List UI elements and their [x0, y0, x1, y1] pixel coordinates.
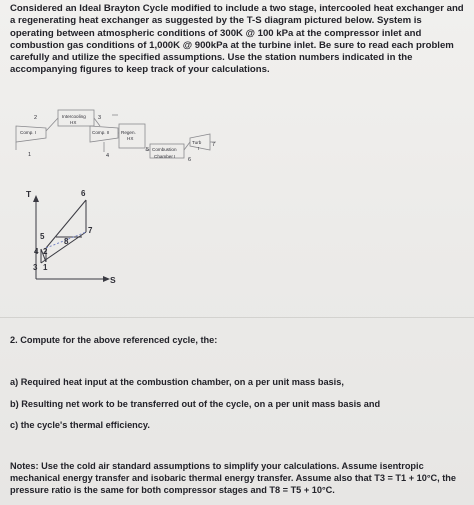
station-5-label: 5	[146, 147, 150, 153]
point-7-label: 7	[88, 226, 93, 235]
station-4-label: 4	[106, 153, 110, 159]
station-1-label: 1	[28, 152, 32, 158]
station-7-label: 7	[212, 142, 216, 148]
question-heading: 2. Compute for the above referenced cycle, the:	[10, 335, 218, 345]
point-6-label: 6	[81, 189, 86, 198]
point-4-label: 4	[34, 247, 39, 256]
point-8-label: 8	[64, 237, 69, 246]
question-c: c) the cycle's thermal efficiency.	[10, 420, 150, 430]
question-a: a) Required heat input at the combustion chamber, on a per unit mass basis,	[10, 377, 344, 387]
comp2-label: Comp. II	[92, 130, 110, 135]
s-axis-arrow	[103, 276, 110, 282]
turb-label: Turb	[192, 140, 202, 145]
turb-sub-label: I	[198, 146, 200, 151]
regen-label: Regen.	[121, 130, 136, 135]
combustion-label: Combustion	[152, 147, 177, 152]
comp1-label: Comp. I	[20, 130, 37, 135]
station-3-label: 3	[98, 115, 102, 121]
question-b: b) Resulting net work to be transferred out of the cycle, on a per unit mass basis and	[10, 399, 381, 409]
chamber-label: Chamber I	[154, 154, 176, 159]
intercooling-label: Intercooling	[62, 114, 86, 119]
station-6-label: 6	[188, 157, 192, 163]
notes-paragraph: Notes: Use the cold air standard assumptions to simplify your calculations. Assume isentropic mechanical energy transfer and isobaric thermal energy transfer. Assume also that T3 = T1 + 10°C, the pressure ratio is the same for both compressor stages and T8 = T5 + 10°C.	[10, 461, 457, 495]
station-2-label: 2	[34, 115, 38, 121]
t-axis-label: T	[26, 189, 32, 199]
regen-hx-label: HX	[127, 136, 134, 141]
point-2-label: 2	[43, 247, 48, 256]
t-axis-arrow	[33, 195, 39, 202]
point-3-label: 3	[33, 263, 38, 272]
s-axis-label: S	[110, 275, 116, 285]
point-5-label: 5	[40, 232, 45, 241]
problem-intro: Considered an Ideal Brayton Cycle modified to include a two stage, intercooled heat exchanger and a regenerating heat exchanger as suggested by the T-S diagram pictured below. System is operating between atmospheric conditions of 300K @ 100 kPa at the compressor inlet and combustion gas conditions of 1,000K @ 900kPa at the turbine inlet. Be sure to read each problem carefully and utilize the specified assumptions. Use the station numbers indicated in the accompanying figures to keep track of your calculations.	[10, 3, 464, 76]
section-divider	[0, 317, 474, 318]
point-1-label: 1	[43, 263, 48, 272]
intercooler-hx-label: HX	[70, 120, 77, 125]
